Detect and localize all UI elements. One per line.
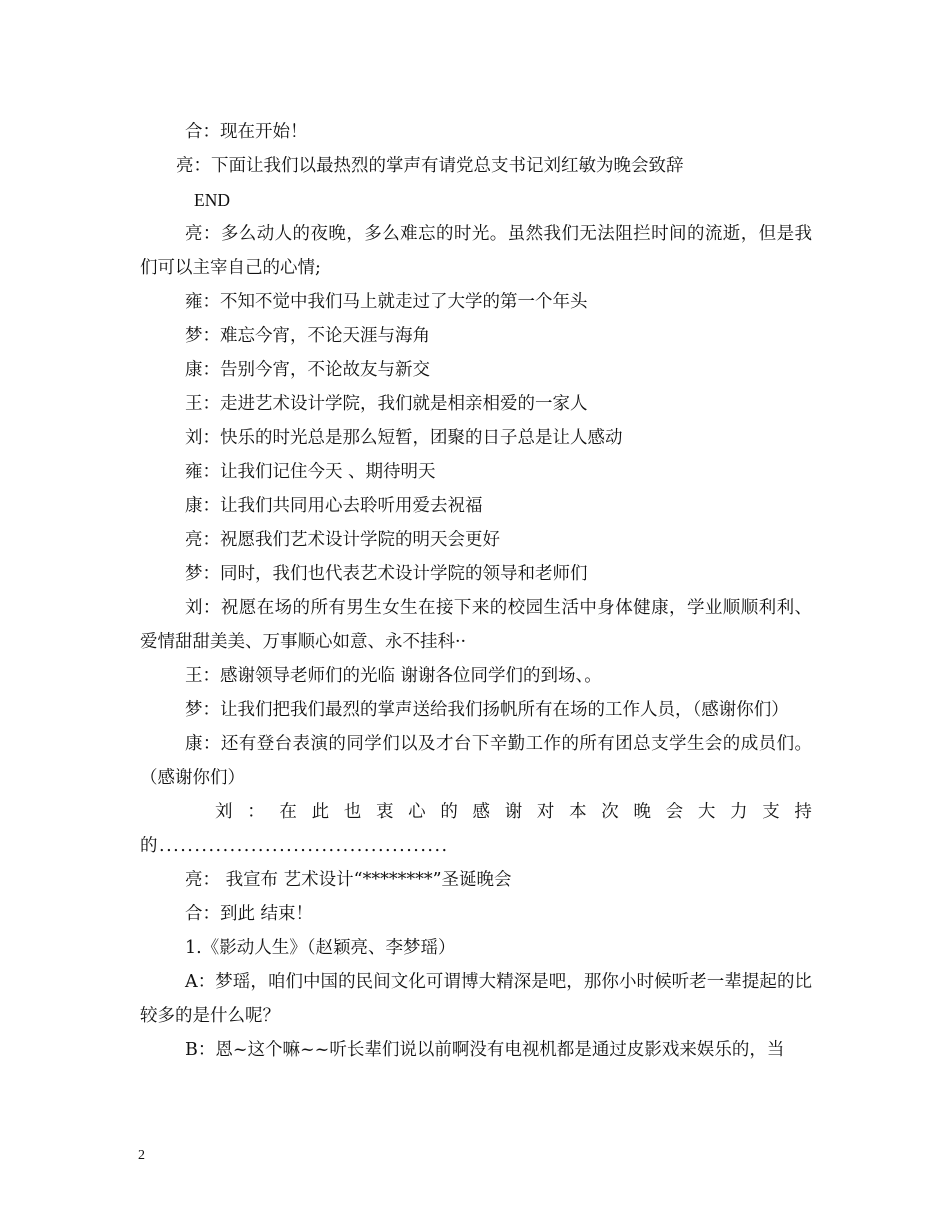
spaced-character: 感 [472, 802, 490, 822]
spaced-character: 刘 [215, 802, 233, 822]
spaced-character: 衷 [375, 802, 394, 822]
paragraph: 梦：同时，我们也代表艺术设计学院的领导和老师们 [185, 564, 588, 584]
paragraph: B：恩~这个嘛~~听长辈们说以前啊没有电视机都是通过皮影戏来娱乐的，当 [185, 1040, 785, 1060]
spaced-character: 力 [730, 802, 748, 822]
paragraph: 合：到此 结束！ [185, 904, 314, 924]
paragraph-continuation: 的......................................... [140, 836, 449, 856]
spaced-character: 次 [601, 802, 619, 822]
paragraph: 康：还有登台表演的同学们以及才台下辛勤工作的所有团总支学生会的成员们。（感谢你们） [140, 734, 812, 788]
spaced-character: 心 [408, 802, 426, 822]
paragraph: 雍：让我们记住今天 、期待明天 [185, 462, 436, 482]
spaced-character: 在 [279, 802, 297, 822]
paragraph: 王：走进艺术设计学院，我们就是相亲相爱的一家人 [185, 394, 588, 414]
paragraph: 刘：祝愿在场的所有男生女生在接下来的校园生活中身体健康，学业顺顺利利、爱情甜甜美美、万事顺心如意、永不挂科·· [140, 598, 812, 652]
spaced-character: ： [247, 802, 265, 822]
paragraph: 王：感谢领导老师们的光临 谢谢各位同学们的到场、。 [185, 666, 602, 686]
spaced-paragraph [140, 795, 812, 829]
paragraph: 亮：祝愿我们艺术设计学院的明天会更好 [185, 530, 500, 550]
spaced-character: 持 [794, 802, 812, 822]
spaced-character: 晚 [633, 802, 651, 822]
spaced-character: 大 [697, 802, 716, 822]
spaced-character: 此 [311, 802, 330, 822]
spaced-character: 也 [343, 802, 362, 822]
paragraph: 1.《影动人生》（赵颖亮、李梦瑶） [185, 938, 456, 958]
paragraph: 亮：多么动人的夜晚，多么难忘的时光。虽然我们无法阻拦时间的流逝，但是我们可以主宰自己的心情; [140, 224, 812, 278]
paragraph: 梦：难忘今宵，不论天涯与海角 [185, 326, 430, 346]
paragraph: 亮： 我宣布 艺术设计“********”圣诞晚会 [185, 870, 512, 890]
paragraph: 亮：下面让我们以最热烈的掌声有请党总支书记刘红敏为晚会致辞 [176, 156, 684, 176]
spaced-character: 本 [569, 802, 587, 822]
paragraph: 康：告别今宵，不论故友与新交 [185, 360, 430, 380]
paragraph: A：梦瑶，咱们中国的民间文化可谓博大精深是吧，那你小时候听老一辈提起的比较多的是什么呢？ [140, 972, 812, 1026]
paragraph: 梦：让我们把我们最烈的掌声送给我们扬帆所有在场的工作人员，（感谢你们） [185, 700, 789, 720]
spaced-character: 支 [762, 802, 780, 822]
page-number: 2 [138, 1148, 145, 1163]
paragraph: 雍：不知不觉中我们马上就走过了大学的第一个年头 [185, 292, 588, 312]
document-body [140, 115, 812, 1067]
spaced-character: 的 [440, 802, 458, 822]
paragraph: END [194, 190, 230, 210]
spaced-character: 谢 [504, 802, 523, 822]
paragraph: 刘：快乐的时光总是那么短暂，团聚的日子总是让人感动 [185, 428, 623, 448]
paragraph: 合：现在开始！ [185, 122, 308, 142]
spaced-character: 对 [536, 802, 555, 822]
spaced-character: 会 [665, 802, 684, 822]
paragraph: 康：让我们共同用心去聆听用爱去祝福 [185, 496, 483, 516]
